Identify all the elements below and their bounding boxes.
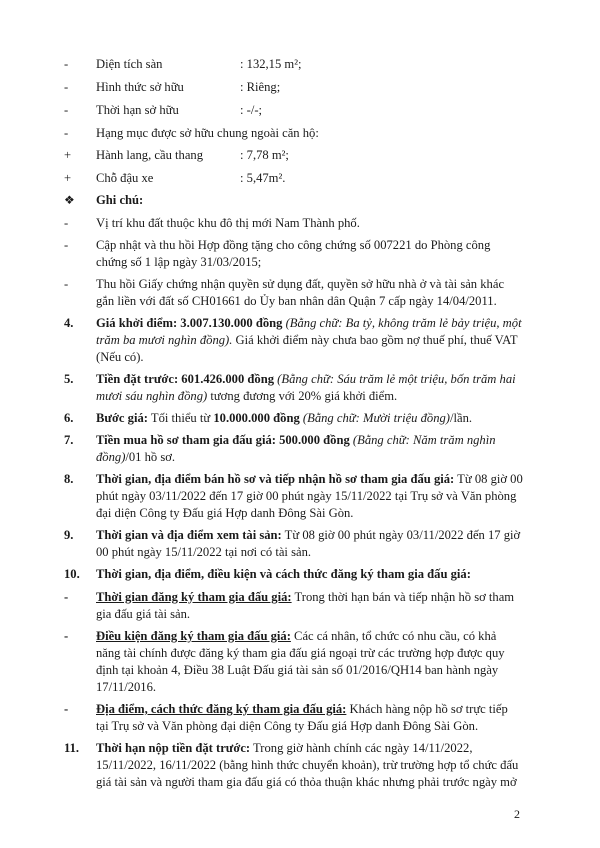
note-text: gắn liền với đất số CH01661 do Ủy ban nhân dân Quận 7 cấp ngày 14/04/2011. bbox=[96, 294, 497, 308]
deposit-deadline: Thời hạn nộp tiền đặt trước: Trong giờ hành chính các ngày 14/11/2022, bbox=[96, 741, 473, 755]
ownership-form-value: : Riêng; bbox=[240, 80, 281, 94]
bid-step: Bước giá: Tối thiểu từ 10.000.000 đồng (Bằng chữ: Mười triệu đồng)/lần. bbox=[96, 411, 473, 425]
area-label: Diện tích sàn bbox=[96, 57, 163, 71]
registration-time-cont: gia đấu giá tài sản. bbox=[96, 607, 191, 621]
shared-items-label: Hạng mục được sở hữu chung ngoài căn hộ: bbox=[96, 126, 319, 140]
ownership-term-value: : -/-; bbox=[240, 103, 263, 117]
note-text: Cập nhật và thu hồi Hợp đồng tặng cho công chứng số 007221 do Phòng công bbox=[96, 238, 491, 252]
list-marker: - bbox=[64, 629, 69, 643]
note-text: Vị trí khu đất thuộc khu đô thị mới Nam Thành phố. bbox=[96, 216, 360, 230]
note-text: Thu hồi Giấy chứng nhận quyền sử dụng đất, quyền sở hữu nhà ở và tài sản khác bbox=[96, 277, 505, 291]
section-number: 6. bbox=[64, 411, 74, 425]
corridor-value: : 7,78 m²; bbox=[240, 148, 289, 162]
deposit-deadline-cont: 15/11/2022, 16/11/2022 (bằng hình thức chuyển khoản), trừ trường hợp tổ chức đấu bbox=[96, 758, 519, 772]
dossier-sale-time-cont: đại diện Công ty Đấu giá Hợp danh Đông Sài Gòn. bbox=[96, 506, 354, 520]
ownership-term-label: Thời hạn sở hữu bbox=[96, 103, 179, 117]
section-number: 10. bbox=[64, 567, 80, 581]
ownership-form-label: Hình thức sở hữu bbox=[96, 80, 184, 94]
registration-place-cont: tại Trụ sở và Văn phòng đại diện Công ty Đấu giá Hợp danh Đông Sài Gòn. bbox=[96, 719, 479, 733]
list-marker: - bbox=[64, 590, 69, 604]
list-marker: - bbox=[64, 702, 69, 716]
viewing-time: Thời gian và địa điểm xem tài sản: Từ 08 giờ 00 phút ngày 03/11/2022 đến 17 giờ bbox=[96, 528, 521, 542]
diamond-bullet-icon: ❖ bbox=[64, 193, 75, 207]
registration-place: Địa điểm, cách thức đăng ký tham gia đấu giá: Khách hàng nộp hồ sơ trực tiếp bbox=[96, 702, 508, 716]
deposit: Tiền đặt trước: 601.426.000 đồng (Bằng chữ: Sáu trăm lẻ một triệu, bốn trăm hai bbox=[96, 372, 516, 386]
corridor-label: Hành lang, cầu thang bbox=[96, 148, 204, 162]
section-number: 5. bbox=[64, 372, 74, 386]
registration-conditions-cont: 17/11/2016. bbox=[96, 680, 157, 694]
starting-price: Giá khởi điểm: 3.007.130.000 đồng (Bằng chữ: Ba tỷ, không trăm lẻ bảy triệu, một bbox=[96, 316, 522, 330]
area-value: : 132,15 m²; bbox=[240, 57, 302, 71]
registration-conditions-cont: định tại khoản 4, Điều 38 Luật Đấu giá tài sản số 01/2016/QH14 ban hành ngày bbox=[96, 663, 499, 677]
list-marker: - bbox=[64, 103, 69, 117]
dossier-fee-cont: đồng)/01 hồ sơ. bbox=[96, 450, 176, 464]
starting-price-cont: trăm ba mươi nghìn đồng). Giá khởi điểm này chưa bao gồm nợ thuế phí, thuế VAT bbox=[96, 333, 518, 347]
section-number: 4. bbox=[64, 316, 74, 330]
dossier-sale-time: Thời gian, địa điểm bán hồ sơ và tiếp nhận hồ sơ tham gia đấu giá: Từ 08 giờ 00 bbox=[96, 472, 523, 486]
section-number: 8. bbox=[64, 472, 74, 486]
list-marker: + bbox=[64, 148, 72, 162]
list-marker: - bbox=[64, 216, 69, 230]
section-number: 7. bbox=[64, 433, 74, 447]
registration-conditions-cont: năng tài chính được đăng ký tham gia đấu giá ngoại trừ các trường hợp được quy bbox=[96, 646, 505, 660]
page-number: 2 bbox=[514, 807, 520, 821]
starting-price-cont: (Nếu có). bbox=[96, 350, 144, 364]
dossier-sale-time-cont: phút ngày 03/11/2022 đến 17 giờ 00 phút ngày 15/11/2022 tại Trụ sở và Văn phòng bbox=[96, 489, 517, 503]
deposit-deadline-cont: giá tài sản và người tham gia đấu giá có thỏa thuận khác nhưng phải trước ngày mở bbox=[96, 775, 517, 789]
list-marker: - bbox=[64, 126, 69, 140]
section-number: 9. bbox=[64, 528, 74, 542]
list-marker: - bbox=[64, 277, 69, 291]
notes-heading: Ghi chú: bbox=[96, 193, 144, 207]
parking-value: : 5,47m². bbox=[240, 171, 286, 185]
registration-time: Thời gian đăng ký tham gia đấu giá: Trong thời hạn bán và tiếp nhận hồ sơ tham bbox=[96, 590, 515, 604]
section-number: 11. bbox=[64, 741, 80, 755]
deposit-cont: mươi sáu nghìn đồng) tương đương với 20% giá khởi điểm. bbox=[96, 389, 398, 403]
list-marker: - bbox=[64, 57, 69, 71]
note-text: chứng số 1 lập ngày 31/03/2015; bbox=[96, 255, 262, 269]
list-marker: - bbox=[64, 238, 69, 252]
registration-heading: Thời gian, địa điểm, điều kiện và cách thức đăng ký tham gia đấu giá: bbox=[96, 567, 471, 581]
list-marker: - bbox=[64, 80, 69, 94]
dossier-fee: Tiền mua hồ sơ tham gia đấu giá: 500.000 đồng (Bằng chữ: Năm trăm nghìn bbox=[96, 433, 496, 447]
list-marker: + bbox=[64, 171, 72, 185]
viewing-time-cont: 00 phút ngày 15/11/2022 tại nơi có tài sản. bbox=[96, 545, 312, 559]
registration-conditions: Điều kiện đăng ký tham gia đấu giá: Các cá nhân, tổ chức có nhu cầu, có khả bbox=[96, 629, 497, 643]
parking-label: Chỗ đậu xe bbox=[96, 171, 154, 185]
